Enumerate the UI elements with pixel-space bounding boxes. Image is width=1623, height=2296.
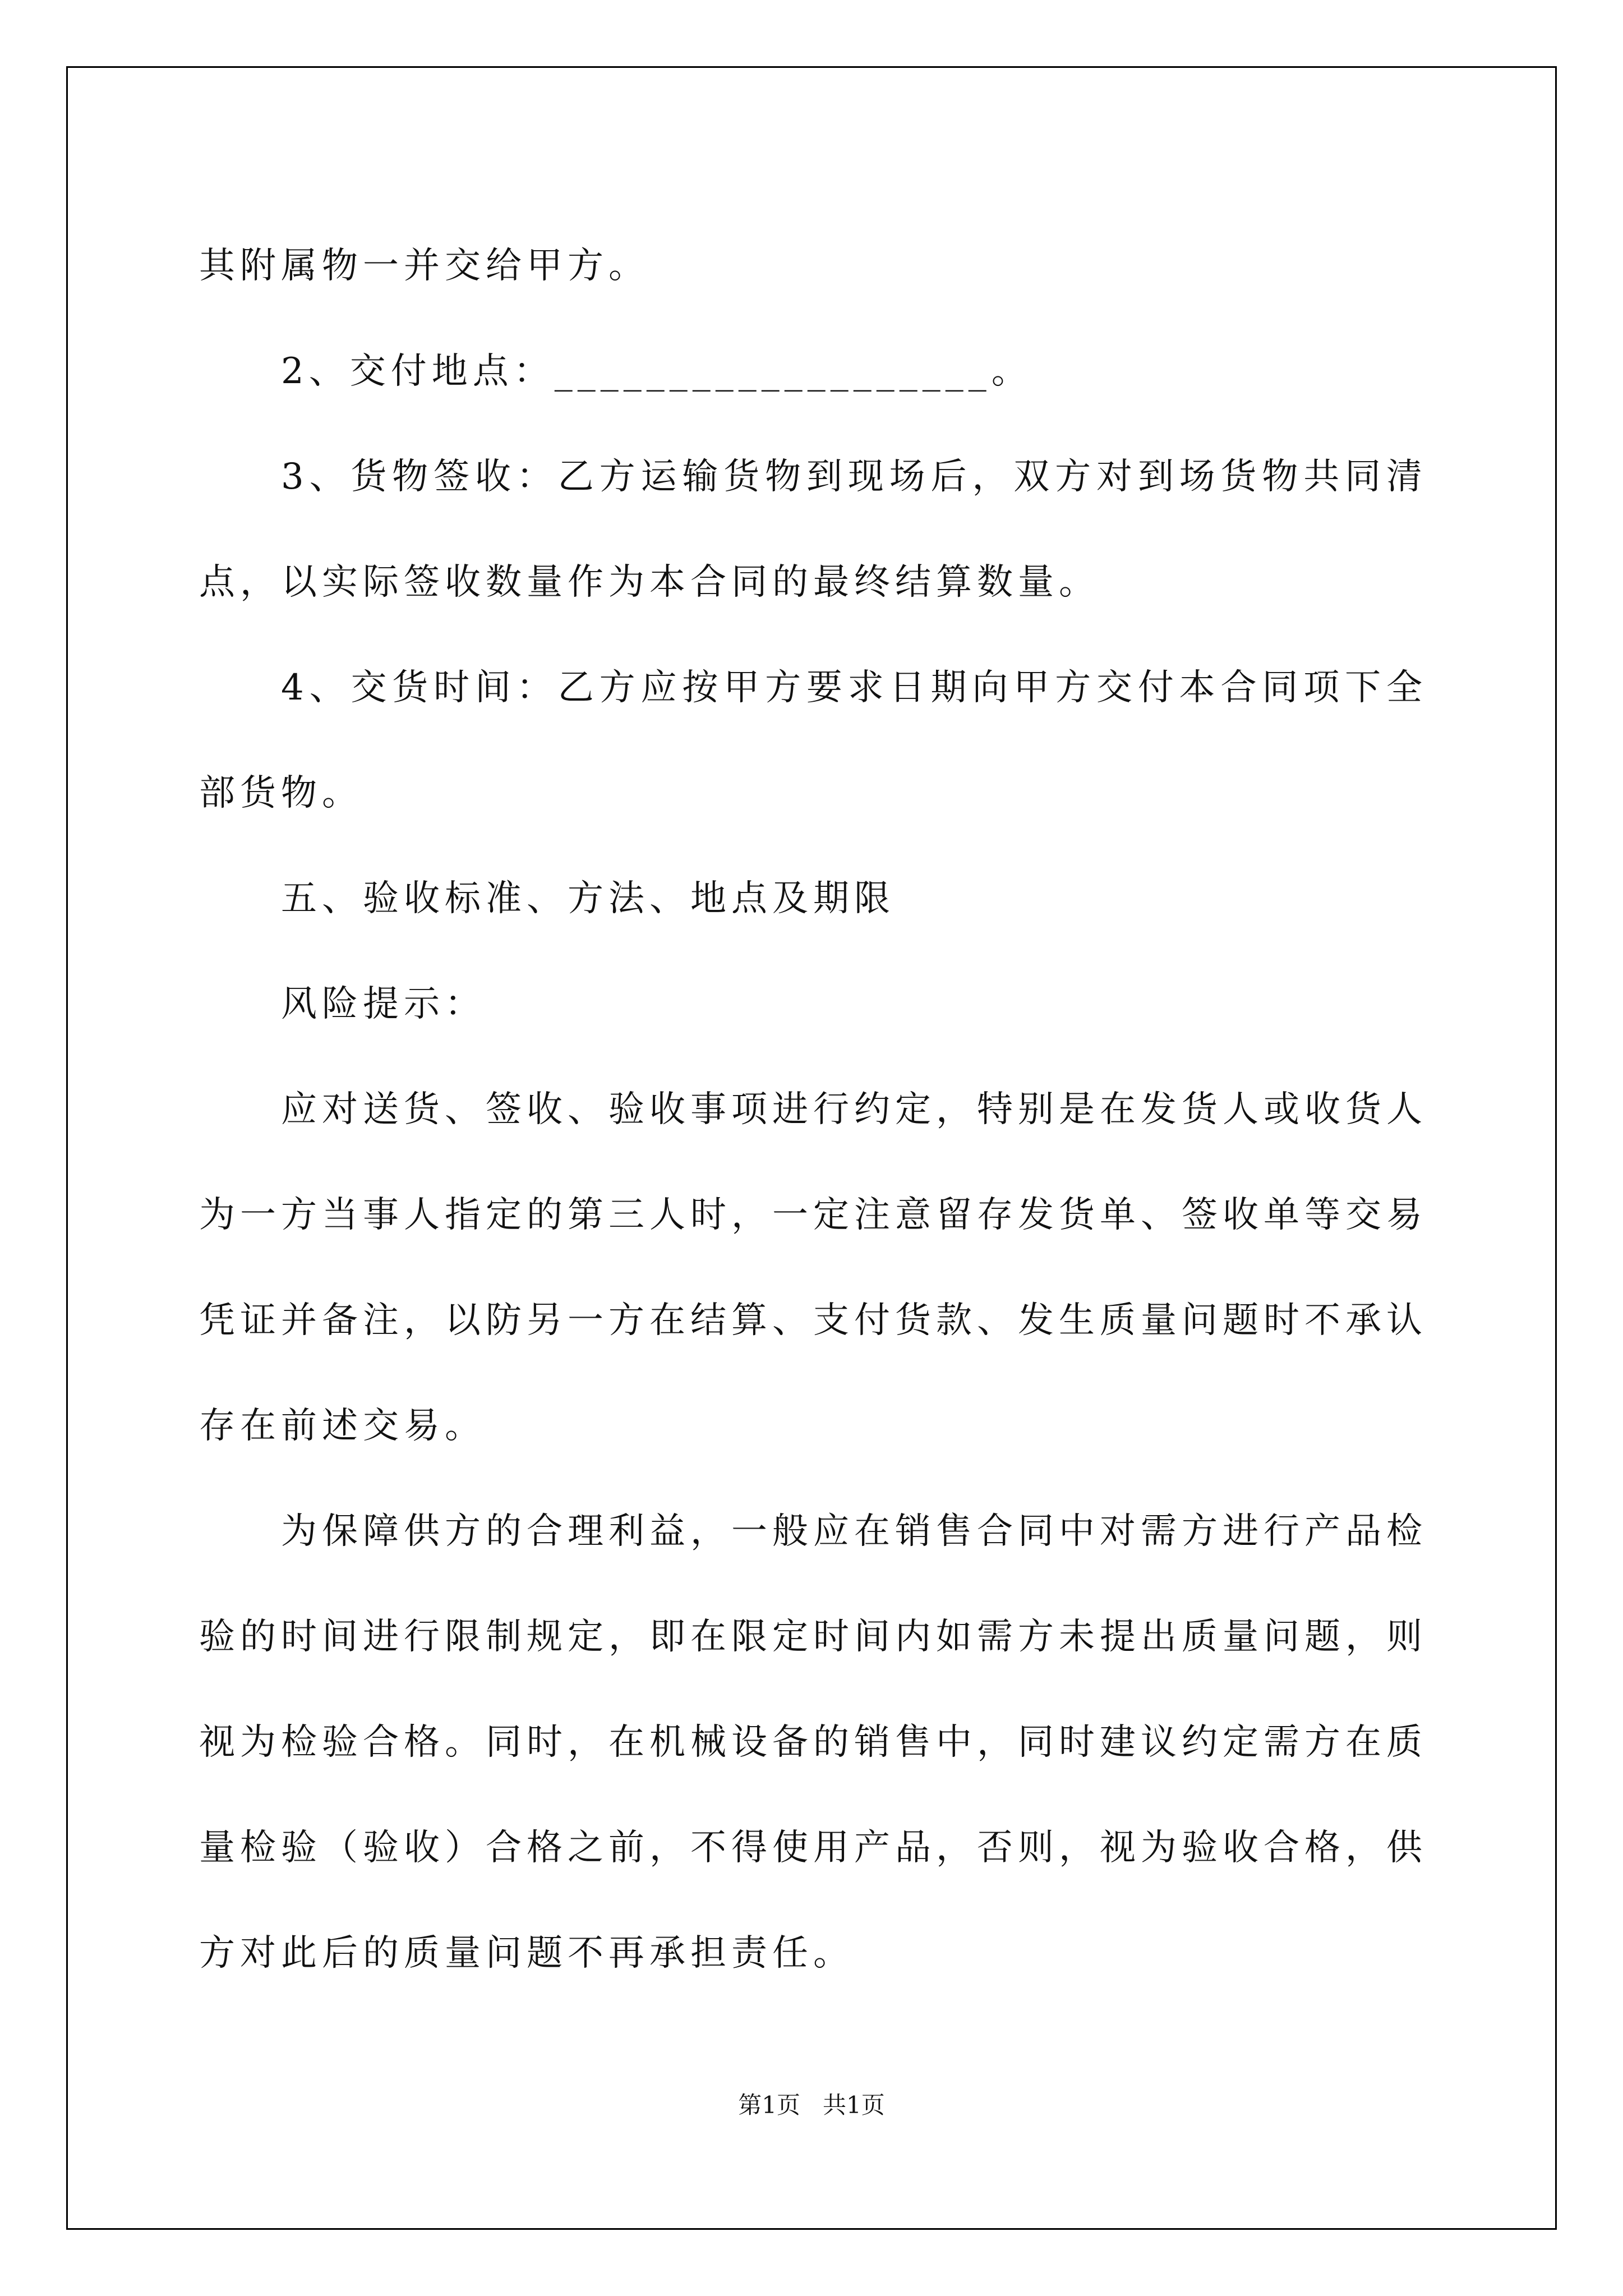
paragraph: 4、交货时间：乙方应按甲方要求日期向甲方交付本合同项下全部货物。 [199, 667, 1427, 814]
page-footer: 第1页 共1页 [738, 2091, 885, 2119]
section-heading: 五、验收标准、方法、地点及期限 [281, 878, 895, 919]
paragraph: 其附属物一并交给甲方。 [199, 245, 649, 287]
paragraph: 风险提示： [281, 983, 486, 1025]
document-body [199, 213, 1427, 2006]
paragraph: 为保障供方的合理利益，一般应在销售合同中对需方进行产品检验的时间进行限制规定，即在限定时间内如需方未提出质量问题，则视为检验合格。同时，在机械设备的销售中，同时建议约定需方在质量检验（验收）合格之前，不得使用产品，否则，视为验收合格，供方对此后的质量问题不再承担责任。 [199, 1511, 1427, 1974]
paragraph: 3、货物签收：乙方运输货物到现场后，双方对到场货物共同清点，以实际签收数量作为本合同的最终结算数量。 [199, 456, 1427, 603]
paragraph: 2、交付地点：___________________。 [281, 351, 1032, 392]
paragraph: 应对送货、签收、验收事项进行约定，特别是在发货人或收货人为一方当事人指定的第三人时，一定注意留存发货单、签收单等交易凭证并备注，以防另一方在结算、支付货款、发生质量问题时不承认存在前述交易。 [199, 1089, 1427, 1447]
